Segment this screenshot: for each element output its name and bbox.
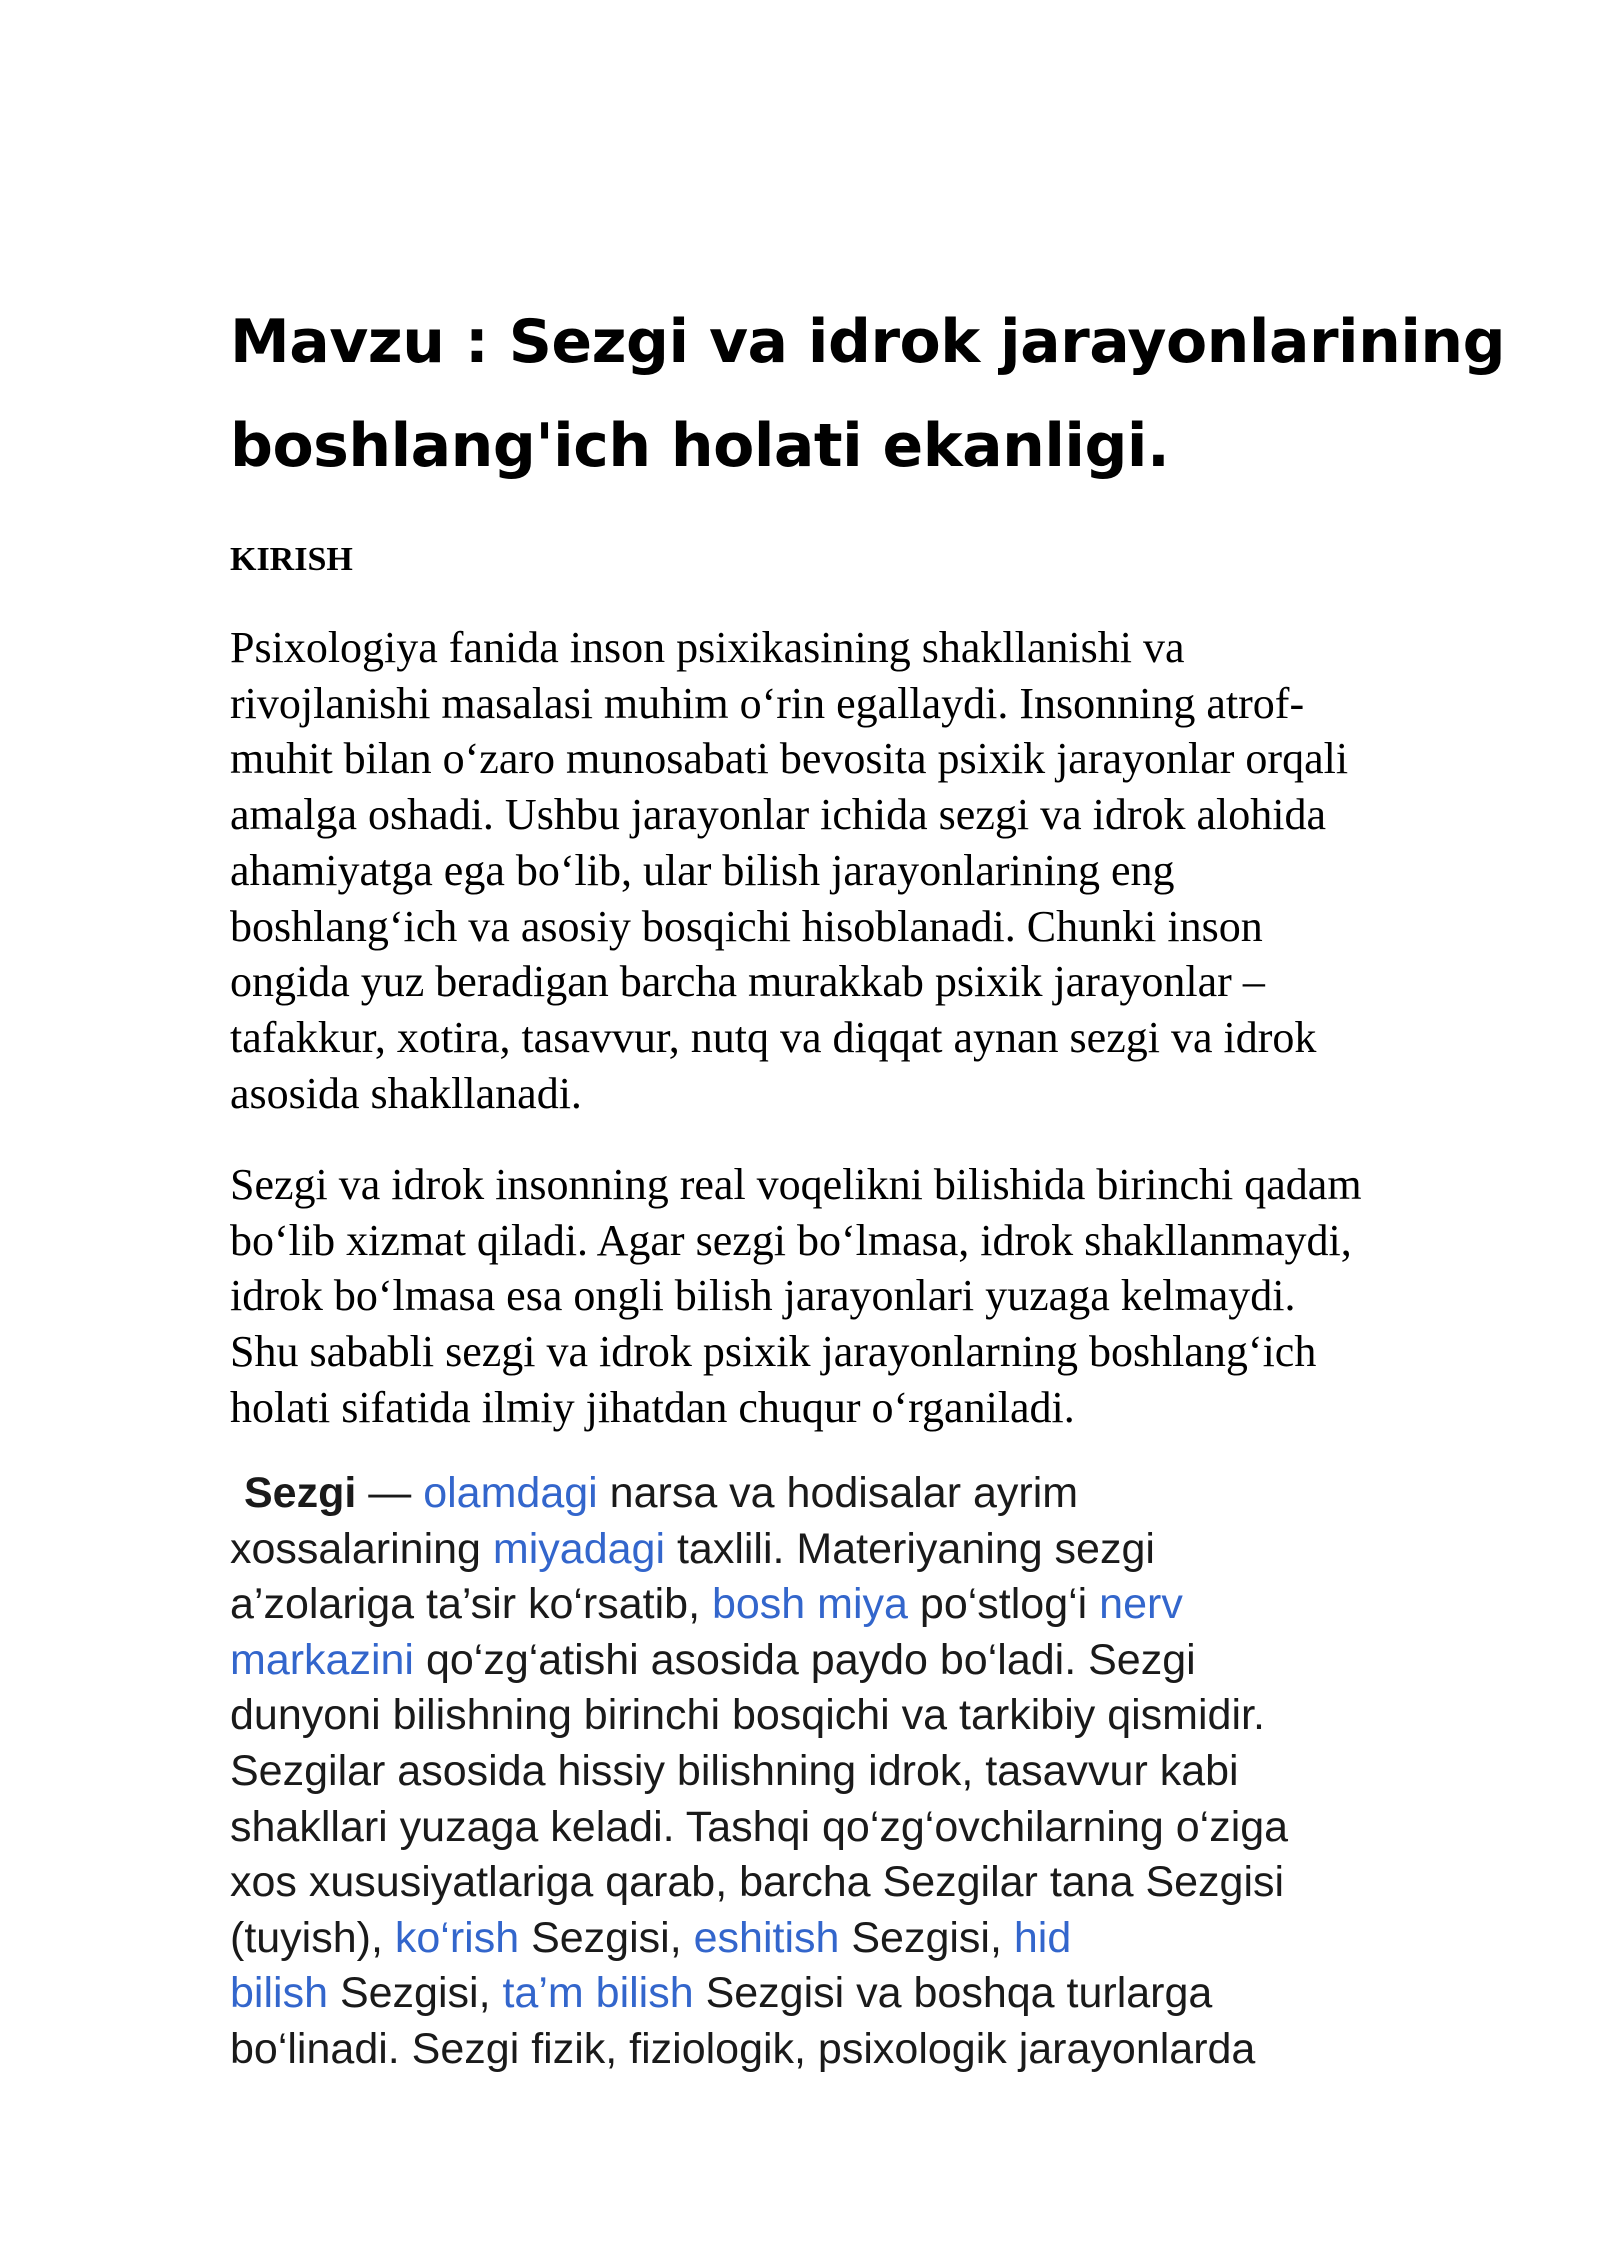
text-run: a’zolariga ta’sir ko‘rsatib, <box>230 1580 712 1629</box>
paragraph-line: rivojlanishi masalasi muhim o‘rin egallaydi. Insonning atrof- <box>230 678 1305 728</box>
paragraph-line: tafakkur, xotira, tasavvur, nutq va diqqat aynan sezgi va idrok <box>230 1012 1317 1062</box>
title-line: boshlang'ich holati ekanligi. <box>230 411 1170 481</box>
paragraph-line: boshlang‘ich va asosiy bosqichi hisoblanadi. Chunki inson <box>230 901 1263 951</box>
intro-paragraph-1 <box>230 620 1530 1121</box>
link-markazini[interactable]: markazini <box>230 1635 414 1684</box>
paragraph-line: muhit bilan o‘zaro munosabati bevosita psixik jarayonlar orqali <box>230 734 1349 784</box>
text-run: xossalarining <box>230 1524 493 1573</box>
paragraph-line: holati sifatida ilmiy jihatdan chuqur o‘rganiladi. <box>230 1382 1075 1432</box>
paragraph-line: xos xususiyatlariga qarab, barcha Sezgilar tana Sezgisi <box>230 1858 1285 1907</box>
paragraph-line: bo‘lib xizmat qiladi. Agar sezgi bo‘lmasa, idrok shakllanmaydi, <box>230 1215 1352 1265</box>
link-bosh-miya[interactable]: bosh miya <box>711 1580 908 1629</box>
paragraph-line: Psixologiya fanida inson psixikasining shakllanishi va <box>230 623 1185 672</box>
paragraph-line <box>230 1466 1530 1522</box>
link-hid[interactable]: hid <box>1013 1913 1072 1962</box>
paragraph-line: dunyoni bilishning birinchi bosqichi va tarkibiy qismidir. <box>230 1691 1265 1740</box>
sezgi-term: Sezgi <box>244 1469 357 1517</box>
text-run: — <box>356 1469 424 1517</box>
paragraph-line: shakllari yuzaga keladi. Tashqi qo‘zg‘ovchilarning o‘ziga <box>230 1802 1289 1851</box>
document-title <box>230 290 1530 498</box>
link-korish[interactable]: ko‘rish <box>394 1913 520 1962</box>
link-bilish[interactable]: bilish <box>230 1969 328 2018</box>
text-run: Sezgisi va boshqa turlarga <box>693 1969 1213 2018</box>
text-run: qo‘zg‘atishi asosida paydo bo‘ladi. Sezgi <box>414 1635 1196 1684</box>
title-line: Mavzu : Sezgi va idrok jarayonlarining <box>230 307 1506 377</box>
paragraph-line: bo‘linadi. Sezgi fizik, fiziologik, psixologik jarayonlarda <box>230 2024 1256 2073</box>
link-miyadagi[interactable]: miyadagi <box>492 1524 666 1573</box>
paragraph-line <box>230 1577 1530 1633</box>
text-run: Sezgisi, <box>328 1969 503 2018</box>
paragraph-line: idrok bo‘lmasa esa ongli bilish jarayonlari yuzaga kelmaydi. <box>230 1271 1296 1321</box>
link-nerv[interactable]: nerv <box>1099 1580 1183 1629</box>
paragraph-line <box>230 1911 1530 1967</box>
text-run: po‘stlog‘i <box>907 1580 1100 1629</box>
paragraph-line <box>230 1522 1530 1578</box>
sezgi-definition-paragraph <box>230 1466 1530 2078</box>
link-eshitish[interactable]: eshitish <box>693 1913 840 1962</box>
paragraph-line <box>230 1966 1530 2022</box>
text-run: (tuyish), <box>230 1913 395 1962</box>
text-run: narsa va hodisalar ayrim <box>597 1469 1079 1517</box>
section-heading-kirish: KIRISH <box>230 541 353 578</box>
intro-paragraph-2 <box>230 1157 1530 1436</box>
paragraph-line: amalga oshadi. Ushbu jarayonlar ichida sezgi va idrok alohida <box>230 790 1326 840</box>
text-run: taxlili. Materiyaning sezgi <box>665 1524 1155 1573</box>
paragraph-line: Shu sababli sezgi va idrok psixik jarayonlarning boshlang‘ich <box>230 1327 1317 1377</box>
paragraph-line: ahamiyatga ega bo‘lib, ular bilish jarayonlarining eng <box>230 845 1175 895</box>
paragraph-line: ongida yuz beradigan barcha murakkab psixik jarayonlar – <box>230 957 1265 1007</box>
link-tam-bilish[interactable]: ta’m bilish <box>502 1969 694 2018</box>
paragraph-line <box>230 1633 1530 1689</box>
text-run: Sezgisi, <box>839 1913 1014 1962</box>
paragraph-line: Sezgilar asosida hissiy bilishning idrok, tasavvur kabi <box>230 1746 1239 1795</box>
link-olamdagi[interactable]: olamdagi <box>423 1469 598 1517</box>
text-run: Sezgisi, <box>519 1913 694 1962</box>
paragraph-line: asosida shakllanadi. <box>230 1068 582 1118</box>
paragraph-line: Sezgi va idrok insonning real voqelikni bilishida birinchi qadam <box>230 1160 1362 1209</box>
